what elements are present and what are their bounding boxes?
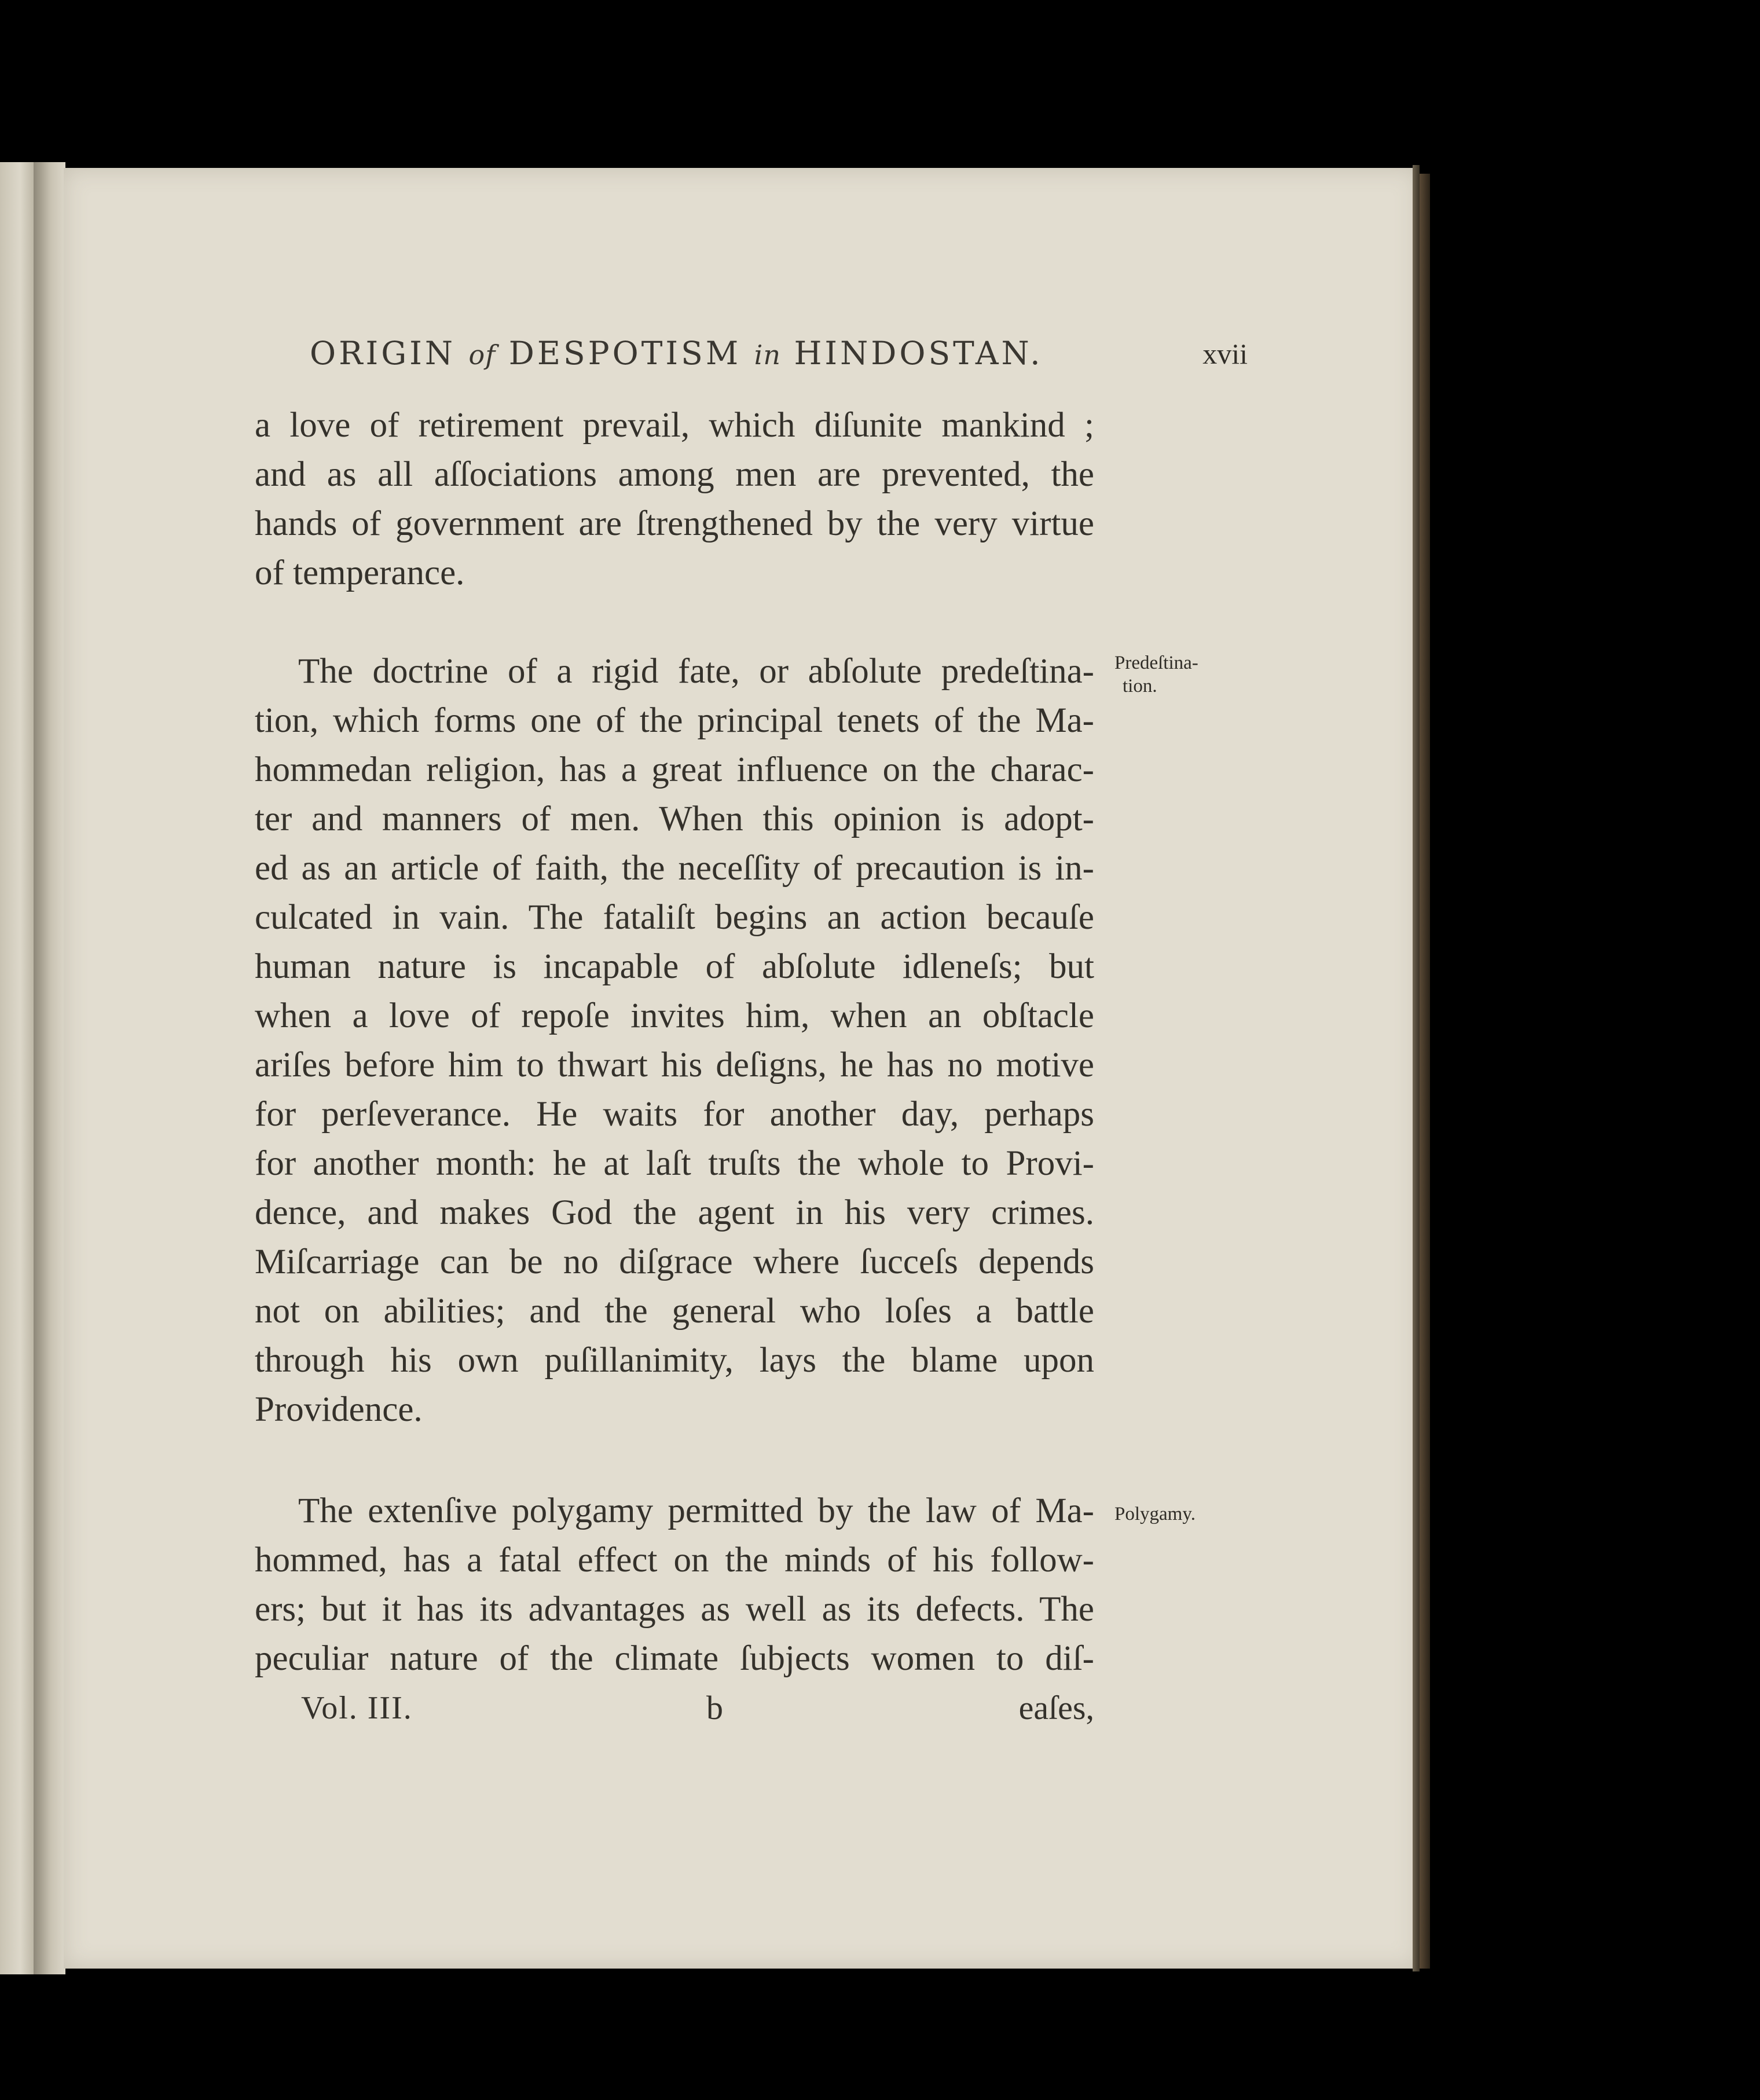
text-line: ed as an article of faith, the neceſſity of precaution is in- — [255, 849, 1094, 888]
running-head-part1: ORIGIN — [310, 335, 469, 372]
text-line: for another month: he at laſt truſts the whole to Provi- — [255, 1144, 1094, 1183]
text-line: Miſcarriage can be no diſgrace where ſucceſs depends — [255, 1243, 1094, 1281]
running-head-in: in — [754, 339, 781, 371]
running-head-part3: HINDOSTAN. — [780, 335, 1043, 372]
catchword: eaſes, — [1018, 1689, 1094, 1727]
text-line: ariſes before him to thwart his deſigns, he has no motive — [255, 1046, 1094, 1084]
running-head-of: of — [468, 339, 496, 371]
text-line: peculiar nature of the climate ſubjects women to diſ- — [255, 1639, 1094, 1678]
text-line: dence, and makes God the agent in his very crimes. — [255, 1193, 1094, 1232]
text-line: for perſeverance. He waits for another day, perhaps — [255, 1095, 1094, 1134]
text-line: when a love of repoſe invites him, when an obſtacle — [255, 996, 1094, 1035]
margin-note-line: Polygamy. — [1114, 1504, 1196, 1524]
text-line: human nature is incapable of abſolute idleneſs; but — [255, 947, 1094, 986]
facing-page-edge — [0, 162, 34, 1974]
margin-note-predestination — [1114, 651, 1230, 698]
text-line: ers; but it has its advantages as well as its defects. The — [255, 1590, 1094, 1629]
margin-note-polygamy — [1114, 1502, 1230, 1526]
margin-note-line: Predeſtina- — [1114, 653, 1198, 673]
text-line: hommedan religion, has a great influence on the charac- — [255, 750, 1094, 789]
text-line: tion, which forms one of the principal tenets of the Ma- — [255, 701, 1094, 740]
text-line: and as all aſſociations among men are prevented, the — [255, 455, 1094, 494]
page-number: xvii — [1202, 338, 1248, 370]
text-line: not on abilities; and the general who loſes a battle — [255, 1292, 1094, 1331]
text-line: hommed, has a fatal effect on the minds of his follow- — [255, 1541, 1094, 1579]
text-line: The doctrine of a rigid fate, or abſolute predeſtina- — [298, 652, 1094, 691]
text-line: culcated in vain. The fataliſt begins an action becauſe — [255, 898, 1094, 937]
text-line: of temperance. — [255, 554, 465, 592]
running-head-part2: DESPOTISM — [496, 335, 754, 372]
text-line: The extenſive polygamy permitted by the law of Ma- — [298, 1491, 1094, 1530]
margin-note-line: tion. — [1123, 676, 1157, 697]
page-block-edge — [1413, 165, 1420, 1971]
text-line: Providence. — [255, 1390, 423, 1429]
volume-label: Vol. III. — [301, 1690, 413, 1726]
running-head — [310, 335, 1045, 375]
signature-mark: b — [706, 1689, 723, 1727]
text-line: hands of government are ſtrengthened by the very virtue — [255, 504, 1094, 543]
text-line: through his own puſillanimity, lays the blame upon — [255, 1341, 1094, 1380]
text-line: ter and manners of men. When this opinion is adopt- — [255, 800, 1094, 838]
book-gutter — [34, 162, 65, 1974]
text-line: a love of retirement prevail, which diſunite mankind ; — [255, 406, 1094, 445]
book-cover-edge — [1420, 174, 1430, 1969]
